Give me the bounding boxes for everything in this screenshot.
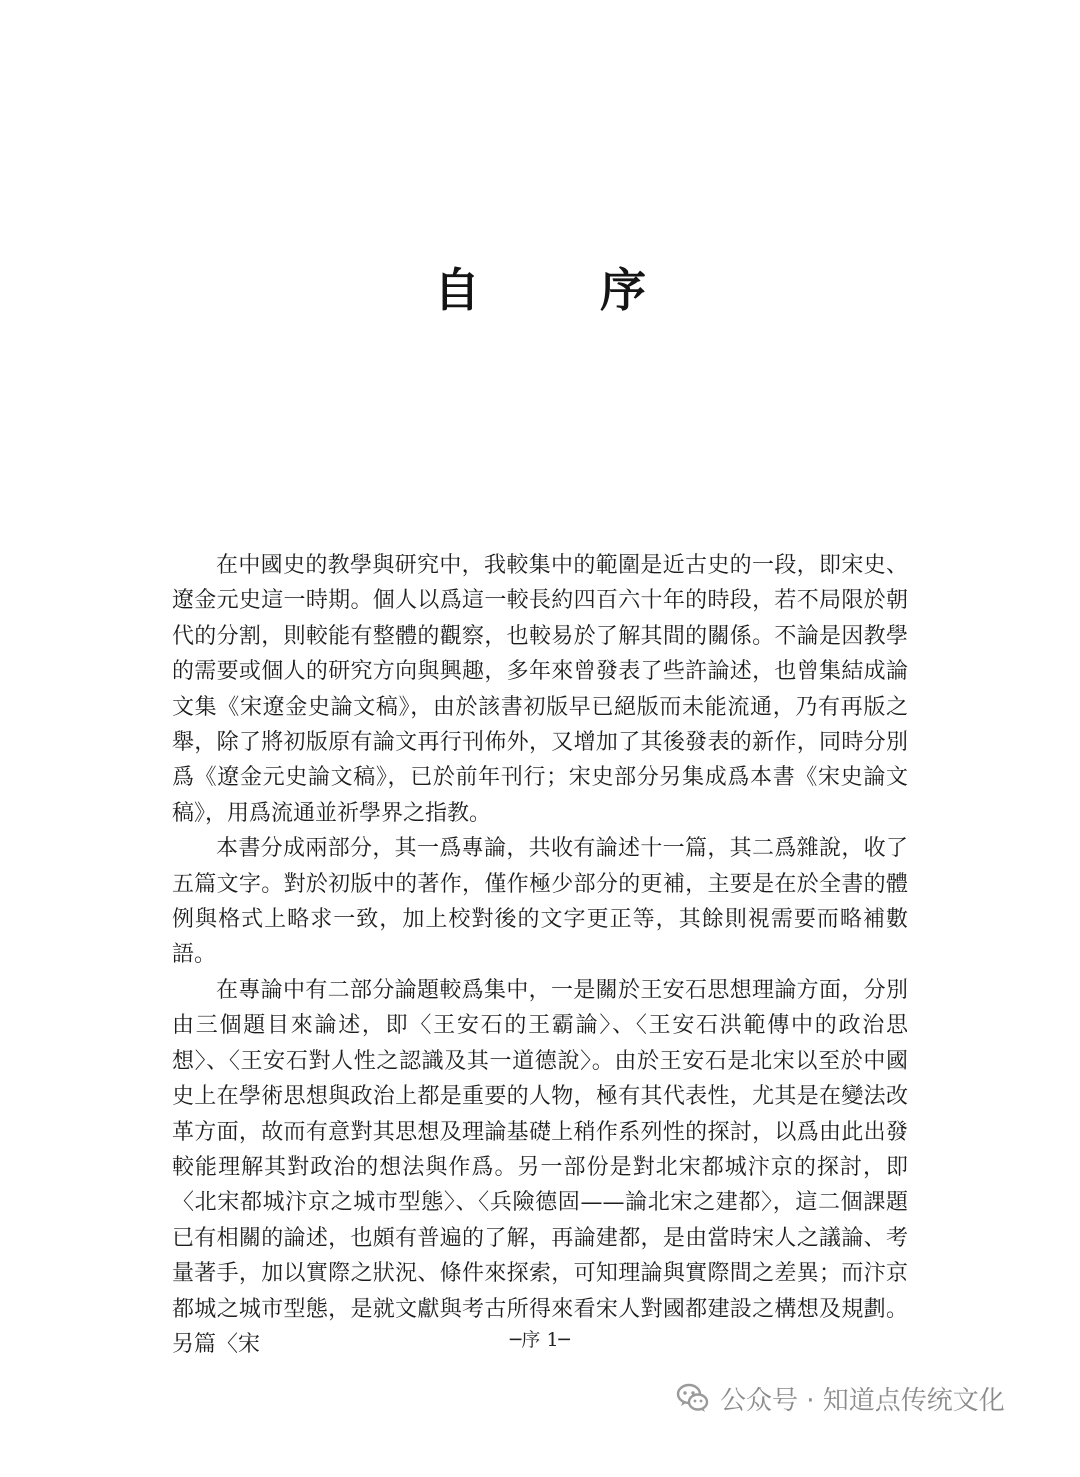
- paragraph-2: 本書分成兩部分，其一爲專論，共收有論述十一篇，其二爲雜說，收了五篇文字。對於初版中的著作，僅作極少部分的更補，主要是在於全書的體例與格式上略求一致，加上校對後的文字更正等，其餘則視需要而略補數語。: [172, 836, 908, 968]
- paragraph-1: 在中國史的教學與研究中，我較集中的範圍是近古史的一段，即宋史、遼金元史這一時期。個人以爲這一較長約四百六十年的時段，若不局限於朝代的分割，則較能有整體的觀察，也較易於了解其間的關係。不論是因教學的需要或個人的研究方向與興趣，多年來曾發表了些許論述，也曾集結成論文集《宋遼金史論文稿》，由於該書初版早已絕版而未能流通，乃有再版之舉，除了將初版原有論文再行刊佈外，又增加了其後發表的新作，同時分別爲《遼金元史論文稿》，已於前年刊行；宋史部分另集成爲本書《宋史論文稿》，用爲流通並祈學界之指教。: [172, 553, 908, 826]
- watermark: [676, 1378, 1005, 1418]
- watermark-text: 公众号 · 知道点传统文化: [720, 1385, 1005, 1416]
- wechat-icon: [676, 1381, 710, 1415]
- preface-body: [172, 548, 908, 1362]
- page-title: 自 序: [433, 263, 698, 317]
- paragraph-3: 在專論中有二部分論題較爲集中，一是關於王安石思想理論方面，分別由三個題目來論述，即〈王安石的王霸論〉、〈王安石洪範傳中的政治思想〉、〈王安石對人性之認識及其一道德說〉。由於王安石是北宋以至於中國史上在學術思想與政治上都是重要的人物，極有其代表性，尤其是在變法改革方面，故而有意對其思想及理論基礎上稍作系列性的探討，以爲由此出發較能理解其對政治的想法與作爲。另一部份是對北宋都城汴京的探討，即〈北宋都城汴京之城市型態〉、〈兵險德固——論北宋之建都〉，這二個課題已有相關的論述，也頗有普遍的了解，再論建都，是由當時宋人之議論、考量著手，加以實際之狀況、條件來探索，可知理論與實際間之差異；而汴京都城之城市型態，是就文獻與考古所得來看宋人對國都建設之構想及規劃。另篇〈宋: [172, 977, 908, 1357]
- page-number: ─序 1─: [509, 1329, 570, 1351]
